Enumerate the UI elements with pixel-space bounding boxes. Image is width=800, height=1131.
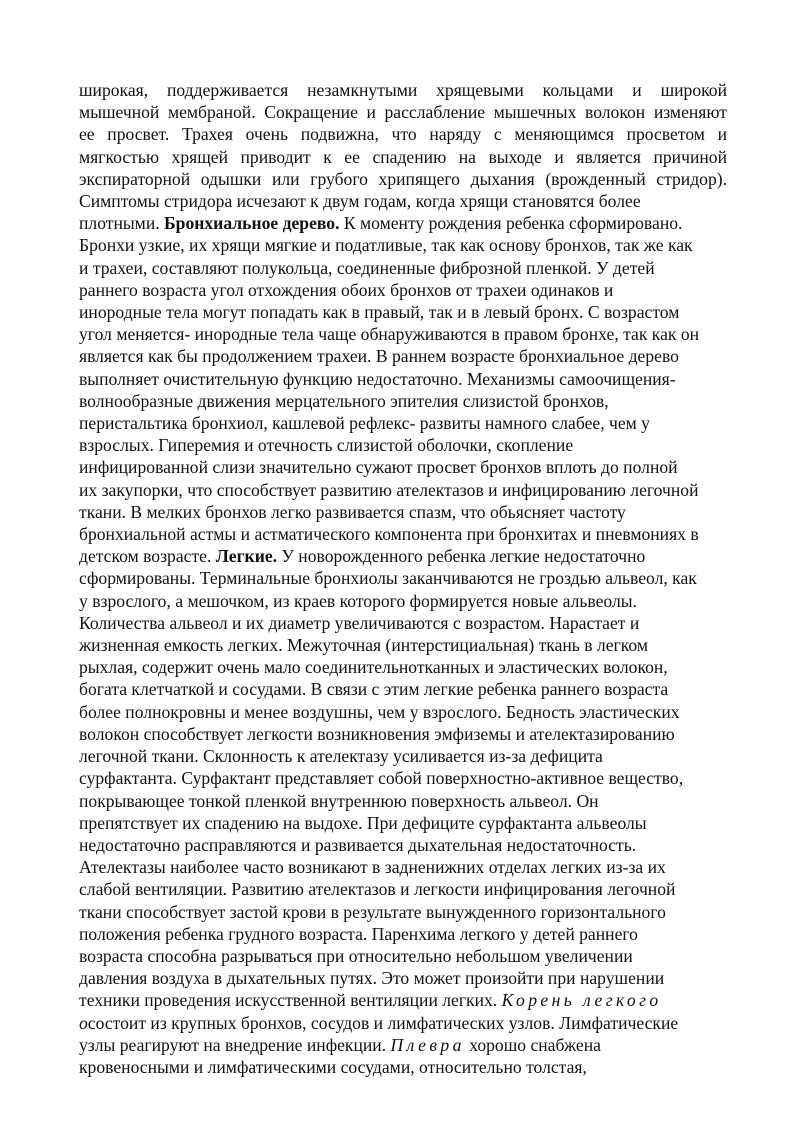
text-line	[79, 989, 727, 1011]
text-line: инородные тела могут попадать как в правый, так и в левый бронх. С возрастом	[79, 302, 680, 323]
text-line: раннего возраста угол отхождения обоих бронхов от трахеи одинаков и	[79, 279, 614, 300]
text-line	[79, 545, 727, 567]
text-run: детском возрасте.	[79, 546, 216, 567]
text-run: хорошо снабжена	[464, 1034, 601, 1055]
text-line: их закупорки, что способствует развитию ателектазов и инфицированию легочной	[79, 479, 699, 500]
text-line: и трахеи, составляют полукольца, соединенные фиброзной пленкой. У детей	[79, 257, 655, 278]
text-run: техники проведения искусственной вентиляции легких.	[79, 990, 502, 1011]
text-line: сурфактанта. Сурфактант представляет собой поверхностно-активное вещество,	[79, 768, 684, 789]
text-line: ее просвет. Трахея очень подвижна, что наряду с меняющимся просветом и	[79, 124, 727, 145]
text-line: Бронхи узкие, их хрящи мягкие и податливые, так как основу бронхов, так же как	[79, 235, 693, 256]
text-line: волнообразные движения мерцательного эпителия слизистой бронхов,	[79, 390, 609, 411]
text-run: состоит из крупных бронхов, сосудов и лимфатических узлов. Лимфатические	[87, 1012, 679, 1033]
text-line	[79, 1034, 727, 1056]
text-line: жизненная емкость легких. Межуточная (интерстициальная) ткань в легком	[79, 635, 648, 656]
text-line: легочной ткани. Склонность к ателектазу усиливается из-за дефицита	[79, 746, 603, 767]
text-run-italic: о	[79, 1012, 88, 1033]
text-line: выполняет очистительную функцию недостаточно. Механизмы самоочищения-	[79, 368, 676, 389]
text-line: Ателектазы наиболее часто возникают в задненижних отделах легких из-за их	[79, 857, 666, 878]
text-line: более полнокровны и менее воздушны, чем у взрослого. Бедность эластических	[79, 701, 680, 722]
text-line: рыхлая, содержит очень мало соединительнотканных и эластических волокон,	[79, 657, 668, 678]
text-line: волокон способствует легкости возникновения эмфиземы и ателектазированию	[79, 723, 675, 744]
text-line: является как бы продолжением трахеи. В раннем возрасте бронхиальное дерево	[79, 346, 679, 367]
text-line: мягкостью хрящей приводит к ее спадению на выходе и является причиной	[79, 146, 727, 167]
text-run: плотными.	[79, 213, 165, 234]
section-heading-pleura: Плевра	[390, 1034, 465, 1055]
text-line: инфицированной слизи значительно сужают просвет бронхов вплоть до полной	[79, 457, 678, 478]
text-line: взрослых. Гиперемия и отечность слизистой оболочки, скопление	[79, 435, 574, 456]
section-heading-lung-root: Корень легкого	[501, 990, 662, 1011]
text-line: давления воздуха в дыхательных путях. Это может произойти при нарушении	[79, 968, 665, 989]
text-line: ткани способствует застой крови в результате вынужденного горизонтального	[79, 901, 666, 922]
section-heading-bronchial-tree: Бронхиальное дерево.	[164, 213, 340, 234]
text-line	[79, 212, 727, 234]
text-line: возраста способна разрываться при относительно небольшом увеличении	[79, 945, 633, 966]
text-line: бронхиальной астмы и астматического компонента при бронхитах и пневмониях в	[79, 524, 699, 545]
document-page	[79, 79, 727, 1078]
text-line: мышечной мембраной. Сокращение и расслабление мышечных волокон изменяют	[79, 102, 727, 123]
text-line: широкая, поддерживается незамкнутыми хрящевыми кольцами и широкой	[79, 80, 727, 100]
text-line: у взрослого, а мешочком, из краев которого формируется новые альвеолы.	[79, 590, 637, 611]
text-line	[79, 1012, 727, 1034]
text-line: кровеносными и лимфатическими сосудами, относительно толстая,	[79, 1056, 587, 1077]
text-line: положения ребенка грудного возраста. Паренхима легкого у детей раннего	[79, 923, 638, 944]
section-heading-lungs: Легкие.	[215, 546, 278, 567]
text-line: препятствует их спадению на выдохе. При дефиците сурфактанта альвеолы	[79, 812, 647, 833]
text-line: богата клетчаткой и сосудами. В связи с этим легкие ребенка раннего возраста	[79, 679, 669, 700]
text-run: У новорожденного ребенка легкие недостаточно	[277, 546, 646, 567]
text-line: недостаточно расправляются и развивается дыхательная недостаточность.	[79, 834, 637, 855]
text-line: перистальтика бронхиол, кашлевой рефлекс- развиты намного слабее, чем у	[79, 413, 650, 434]
text-line: ткани. В мелких бронхов легко развивается спазм, что обьясняет частоту	[79, 501, 626, 522]
text-run: узлы реагируют на внедрение инфекции.	[79, 1034, 391, 1055]
text-line: экспираторной одышки или грубого хрипящего дыхания (врожденный стридор).	[79, 168, 727, 189]
text-line: покрывающее тонкой пленкой внутреннюю поверхность альвеол. Он	[79, 790, 599, 811]
text-line: сформированы. Терминальные бронхиолы заканчиваются не гроздью альвеол, как	[79, 568, 697, 589]
text-run: К моменту рождения ребенка сформировано.	[339, 213, 683, 234]
text-line: угол меняется- инородные тела чаще обнаруживаются в правом бронхе, так как он	[79, 324, 700, 345]
text-line: слабой вентиляции. Развитию ателектазов и легкости инфицирования легочной	[79, 879, 676, 900]
text-line: Количества альвеол и их диаметр увеличиваются с возрастом. Нарастает и	[79, 612, 640, 633]
text-line: Симптомы стридора исчезают к двум годам, когда хрящи становятся более	[79, 191, 641, 212]
